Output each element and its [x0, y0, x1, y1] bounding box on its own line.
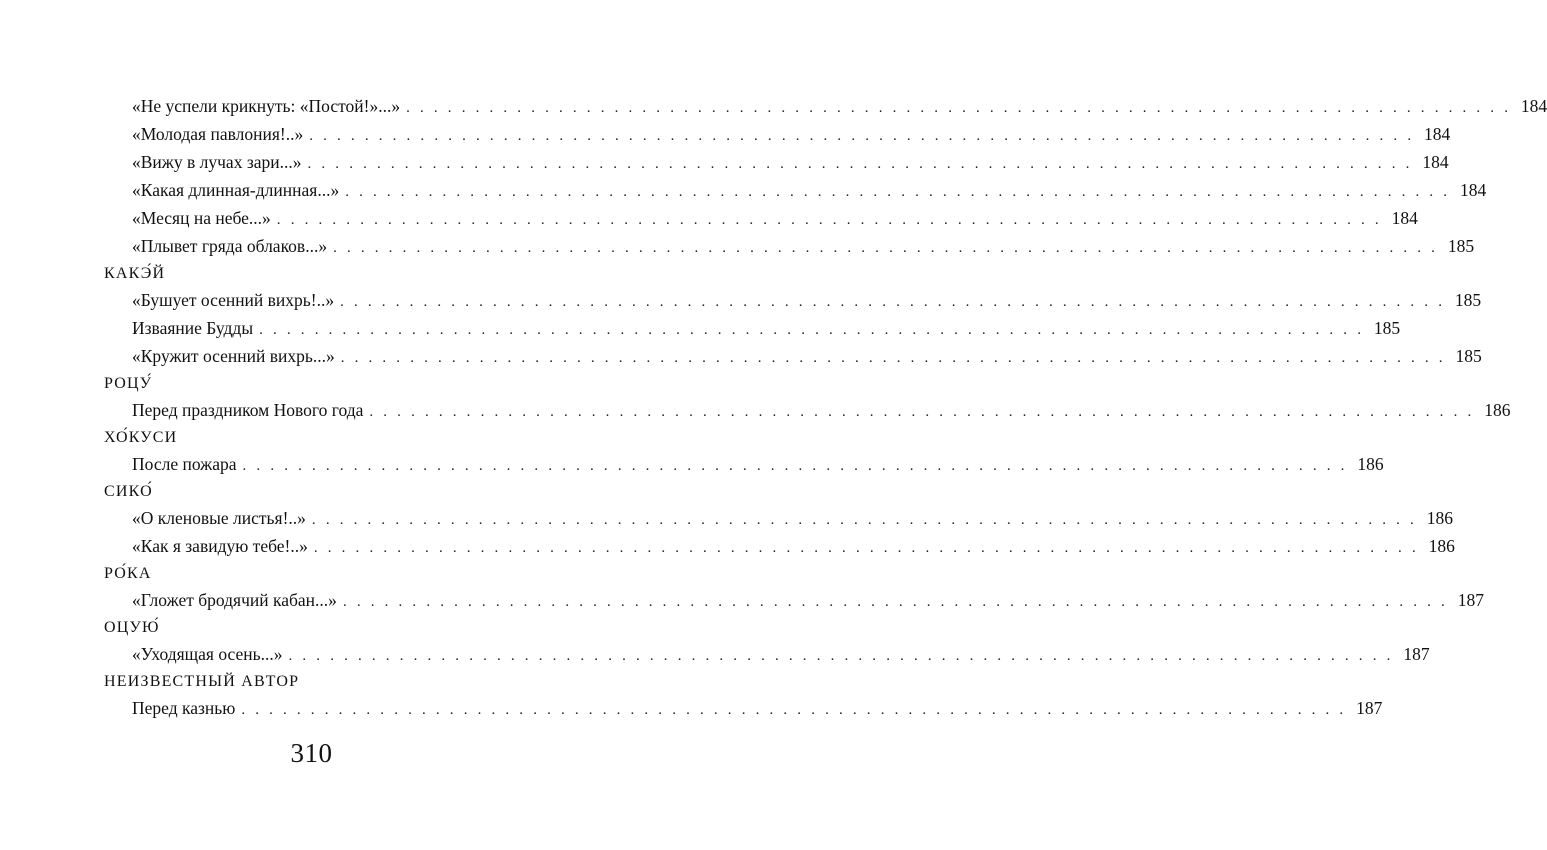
dot-leader: . . . . . . . . . . . . . . . . . . . . . . . . . . . . . . . . . . . . . . . . . . . . . . . . . . . . . . . . . . . . . . . . . . . . . . . . . . . . . . . .: [369, 404, 1475, 420]
author-heading: КАКЭ́Й: [104, 265, 166, 282]
dot-leader: . . . . . . . . . . . . . . . . . . . . . . . . . . . . . . . . . . . . . . . . . . . . . . . . . . . . . . . . . . . . . . . . . . . . . . . . . . . . . . . .: [342, 594, 1448, 610]
dot-leader: . . . . . . . . . . . . . . . . . . . . . . . . . . . . . . . . . . . . . . . . . . . . . . . . . . . . . . . . . . . . . . . . . . . . . . . . . . . . . . . .: [241, 702, 1347, 718]
toc-section: [104, 480, 1455, 560]
entry-page-number: 184: [1391, 208, 1418, 228]
dot-leader: . . . . . . . . . . . . . . . . . . . . . . . . . . . . . . . . . . . . . . . . . . . . . . . . . . . . . . . . . . . . . . . . . . . . . . . . . . . . . . . .: [242, 458, 1348, 474]
toc-entry: [104, 450, 1384, 478]
dot-leader: . . . . . . . . . . . . . . . . . . . . . . . . . . . . . . . . . . . . . . . . . . . . . . . . . . . . . . . . . . . . . . . . . . . . . . . . . . . . . . . .: [276, 212, 1382, 228]
entry-page-number: 187: [1403, 644, 1430, 664]
toc-entry: [104, 232, 1475, 260]
entry-page-number: 185: [1447, 236, 1475, 256]
entry-page-number: 186: [1428, 536, 1455, 556]
toc-entry: [104, 286, 1482, 314]
dot-leader: . . . . . . . . . . . . . . . . . . . . . . . . . . . . . . . . . . . . . . . . . . . . . . . . . . . . . . . . . . . . . . . . . . . . . . . . . . . . . . . .: [340, 294, 1446, 310]
entry-title: Перед казнью: [132, 698, 236, 718]
dot-leader: . . . . . . . . . . . . . . . . . . . . . . . . . . . . . . . . . . . . . . . . . . . . . . . . . . . . . . . . . . . . . . . . . . . . . . . . . . . . . . . .: [307, 156, 1413, 172]
entry-title: «Не успели крикнуть: «Постой!»...»: [132, 96, 401, 116]
entry-title: Перед праздником Нового года: [132, 400, 364, 420]
toc-entry: [104, 92, 1547, 120]
entry-page-number: 186: [1426, 508, 1453, 528]
entry-title: «Месяц на небе...»: [132, 208, 271, 228]
dot-leader: . . . . . . . . . . . . . . . . . . . . . . . . . . . . . . . . . . . . . . . . . . . . . . . . . . . . . . . . . . . . . . . . . . . . . . . . . . . . . . . .: [340, 350, 1446, 366]
entry-title: После пожара: [132, 454, 237, 474]
toc-section: [104, 92, 1547, 260]
dot-leader: . . . . . . . . . . . . . . . . . . . . . . . . . . . . . . . . . . . . . . . . . . . . . . . . . . . . . . . . . . . . . . . . . . . . . . . . . . . . . . . .: [345, 184, 1451, 200]
toc-section: [104, 562, 1484, 614]
toc-section: [104, 670, 1383, 722]
dot-leader: . . . . . . . . . . . . . . . . . . . . . . . . . . . . . . . . . . . . . . . . . . . . . . . . . . . . . . . . . . . . . . . . . . . . . . . . . . . . . . . .: [333, 240, 1439, 256]
entry-title: «Вижу в лучах зари...»: [132, 152, 302, 172]
author-heading: РОЦУ́: [104, 375, 153, 392]
entry-page-number: 184: [1424, 124, 1451, 144]
toc-entry: [104, 586, 1484, 614]
entry-page-number: 184: [1422, 152, 1449, 172]
toc-entry: [104, 396, 1511, 424]
dot-leader: . . . . . . . . . . . . . . . . . . . . . . . . . . . . . . . . . . . . . . . . . . . . . . . . . . . . . . . . . . . . . . . . . . . . . . . . . . . . . . . .: [406, 100, 1512, 116]
toc-entry: [104, 640, 1430, 668]
author-heading: ОЦУЮ́: [104, 619, 160, 636]
entry-title: «Молодая павлония!..»: [132, 124, 304, 144]
toc-entry: [104, 504, 1453, 532]
entry-title: «Как я завидую тебе!..»: [132, 536, 308, 556]
entry-title: «Кружит осенний вихрь...»: [132, 346, 335, 366]
entry-title: «Бушует осенний вихрь!..»: [132, 290, 335, 310]
dot-leader: . . . . . . . . . . . . . . . . . . . . . . . . . . . . . . . . . . . . . . . . . . . . . . . . . . . . . . . . . . . . . . . . . . . . . . . . . . . . . . . .: [288, 648, 1394, 664]
toc-entry: [104, 148, 1449, 176]
author-heading: СИКО́: [104, 483, 153, 500]
entry-page-number: 187: [1457, 590, 1484, 610]
entry-page-number: 185: [1373, 318, 1401, 338]
toc-section: [104, 616, 1430, 668]
entry-title: «Уходящая осень...»: [132, 644, 283, 664]
toc-section: [104, 372, 1511, 424]
entry-page-number: 184: [1520, 96, 1547, 116]
toc-entry: [104, 694, 1383, 722]
toc-entry: [104, 204, 1418, 232]
entry-page-number: 186: [1357, 454, 1384, 474]
toc-entry: [104, 176, 1487, 204]
dot-leader: . . . . . . . . . . . . . . . . . . . . . . . . . . . . . . . . . . . . . . . . . . . . . . . . . . . . . . . . . . . . . . . . . . . . . . . . . . . . . . . .: [313, 540, 1419, 556]
author-heading: НЕИЗВЕСТНЫЙ АВТОР: [104, 673, 300, 690]
page-number: 310: [290, 738, 333, 768]
entry-page-number: 184: [1460, 180, 1487, 200]
entry-title: «Какая длинная-длинная...»: [132, 180, 340, 200]
entry-page-number: 185: [1454, 290, 1482, 310]
entry-title: «Гложет бродячий кабан...»: [132, 590, 337, 610]
dot-leader: . . . . . . . . . . . . . . . . . . . . . . . . . . . . . . . . . . . . . . . . . . . . . . . . . . . . . . . . . . . . . . . . . . . . . . . . . . . . . . . .: [259, 322, 1365, 338]
entry-page-number: 186: [1484, 400, 1511, 420]
toc-section: [104, 426, 1384, 478]
entry-title: «Плывет гряда облаков...»: [132, 236, 328, 256]
author-heading: ХО́КУСИ: [104, 429, 178, 446]
dot-leader: . . . . . . . . . . . . . . . . . . . . . . . . . . . . . . . . . . . . . . . . . . . . . . . . . . . . . . . . . . . . . . . . . . . . . . . . . . . . . . . .: [309, 128, 1415, 144]
toc-entry: [104, 314, 1401, 342]
entry-title: Изваяние Будды: [132, 318, 254, 338]
toc-entry: [104, 120, 1451, 148]
dot-leader: . . . . . . . . . . . . . . . . . . . . . . . . . . . . . . . . . . . . . . . . . . . . . . . . . . . . . . . . . . . . . . . . . . . . . . . . . . . . . . . .: [311, 512, 1417, 528]
table-of-contents: [104, 92, 1547, 722]
entry-title: «О кленовые листья!..»: [132, 508, 306, 528]
entry-page-number: 187: [1356, 698, 1383, 718]
toc-section: [104, 262, 1482, 370]
toc-entry: [104, 532, 1455, 560]
author-heading: РО́КА: [104, 565, 152, 582]
entry-page-number: 185: [1455, 346, 1482, 366]
toc-entry: [104, 342, 1482, 370]
